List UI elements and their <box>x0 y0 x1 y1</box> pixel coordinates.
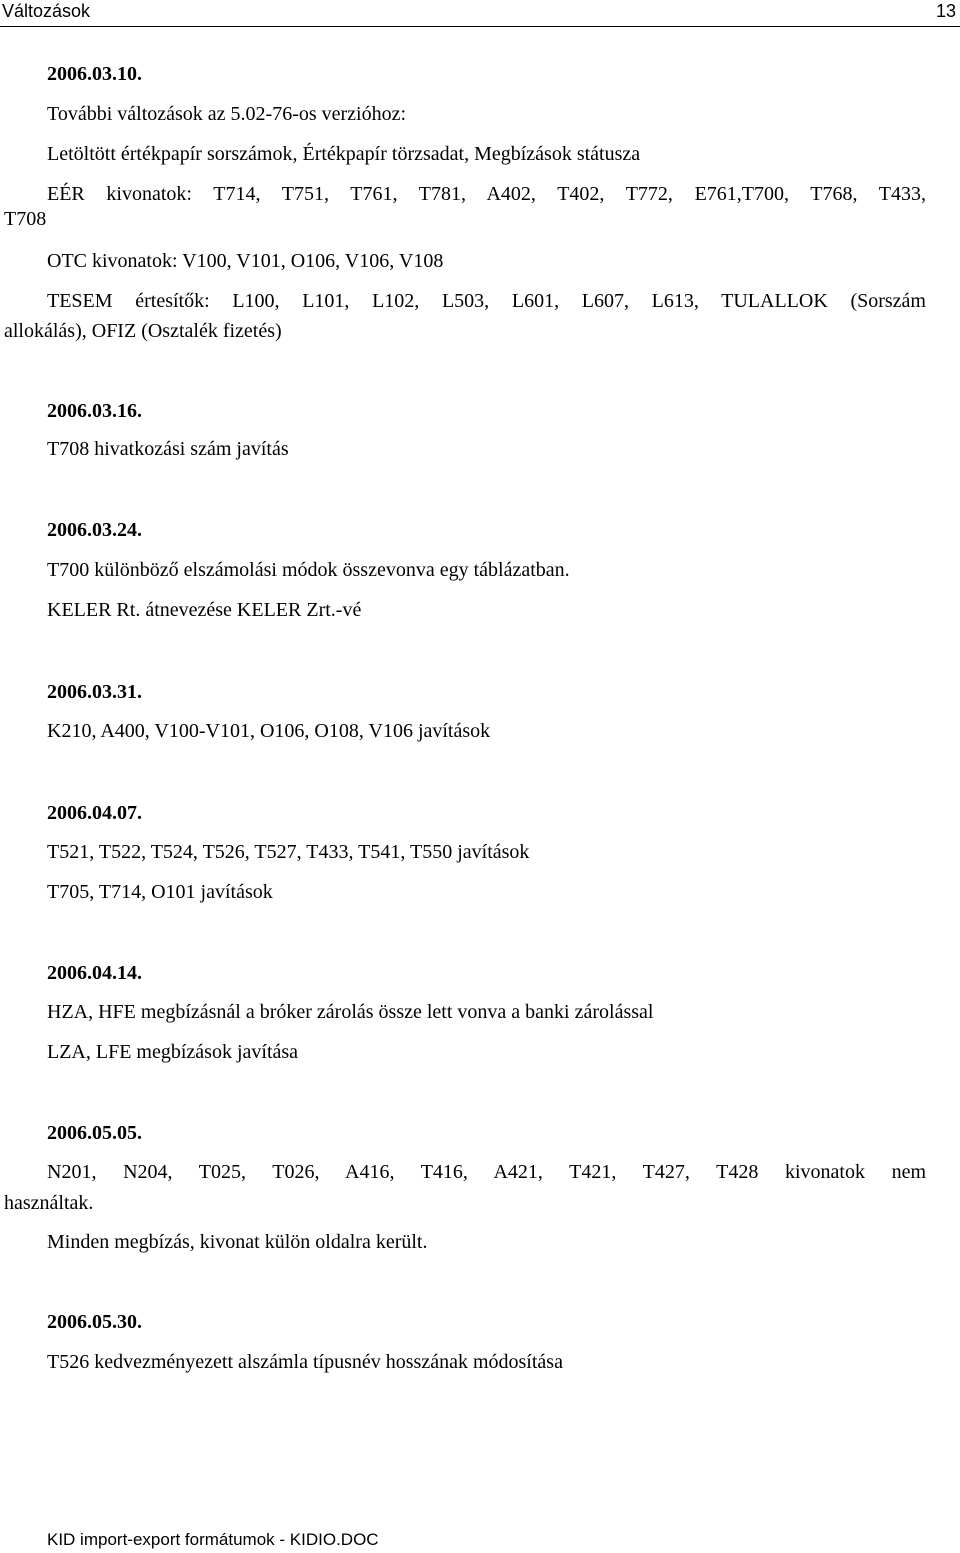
entry-line: T700 különböző elszámolási módok összevonva egy táblázatban. <box>47 559 570 581</box>
entry-line: allokálás), OFIZ (Osztalék fizetés) <box>4 320 282 342</box>
header-title: Változások <box>2 1 91 21</box>
entry-date: 2006.03.31. <box>47 681 142 703</box>
entry-line: LZA, LFE megbízások javítása <box>47 1041 299 1063</box>
entry-date: 2006.03.10. <box>47 63 142 85</box>
entry-line: T521, T522, T524, T526, T527, T433, T541, T550 javítások <box>47 841 530 863</box>
page-header <box>0 0 960 27</box>
entry-line: Letöltött értékpapír sorszámok, Értékpapír törzsadat, Megbízások státusza <box>47 143 641 165</box>
entry-line: OTC kivonatok: V100, V101, O106, V106, V108 <box>47 250 444 272</box>
entry-date: 2006.04.07. <box>47 802 142 824</box>
entry-line: KELER Rt. átnevezése KELER Zrt.-vé <box>47 599 362 621</box>
entry-line: HZA, HFE megbízásnál a bróker zárolás össze lett vonva a banki zárolással <box>47 1001 654 1023</box>
page-footer: KID import-export formátumok - KIDIO.DOC <box>47 1530 379 1549</box>
page-number: 13 <box>935 1 956 21</box>
entry-line: Minden megbízás, kivonat külön oldalra került. <box>47 1231 428 1253</box>
entry-line: További változások az 5.02-76-os verzióhoz: <box>47 103 407 125</box>
entry-date: 2006.03.16. <box>47 400 142 422</box>
entry-line: használtak. <box>4 1192 94 1214</box>
entry-line: T708 hivatkozási szám javítás <box>47 438 289 460</box>
entry-line: T705, T714, O101 javítások <box>47 881 273 903</box>
entry-date: 2006.03.24. <box>47 519 142 541</box>
entry-line: N201, N204, T025, T026, A416, T416, A421, T421, T427, T428 kivonatok nem <box>47 1161 926 1183</box>
entry-line: EÉR kivonatok: T714, T751, T761, T781, A402, T402, T772, E761,T700, T768, T433, <box>47 183 926 205</box>
entry-line: T526 kedvezményezett alszámla típusnév hosszának módosítása <box>47 1351 563 1373</box>
entry-line: K210, A400, V100-V101, O106, O108, V106 javítások <box>47 720 491 742</box>
entry-line: TESEM értesítők: L100, L101, L102, L503, L601, L607, L613, TULALLOK (Sorszám <box>47 290 926 312</box>
entry-date: 2006.05.05. <box>47 1122 142 1144</box>
entry-date: 2006.05.30. <box>47 1311 142 1333</box>
entry-line: T708 <box>4 208 47 230</box>
entry-date: 2006.04.14. <box>47 962 142 984</box>
